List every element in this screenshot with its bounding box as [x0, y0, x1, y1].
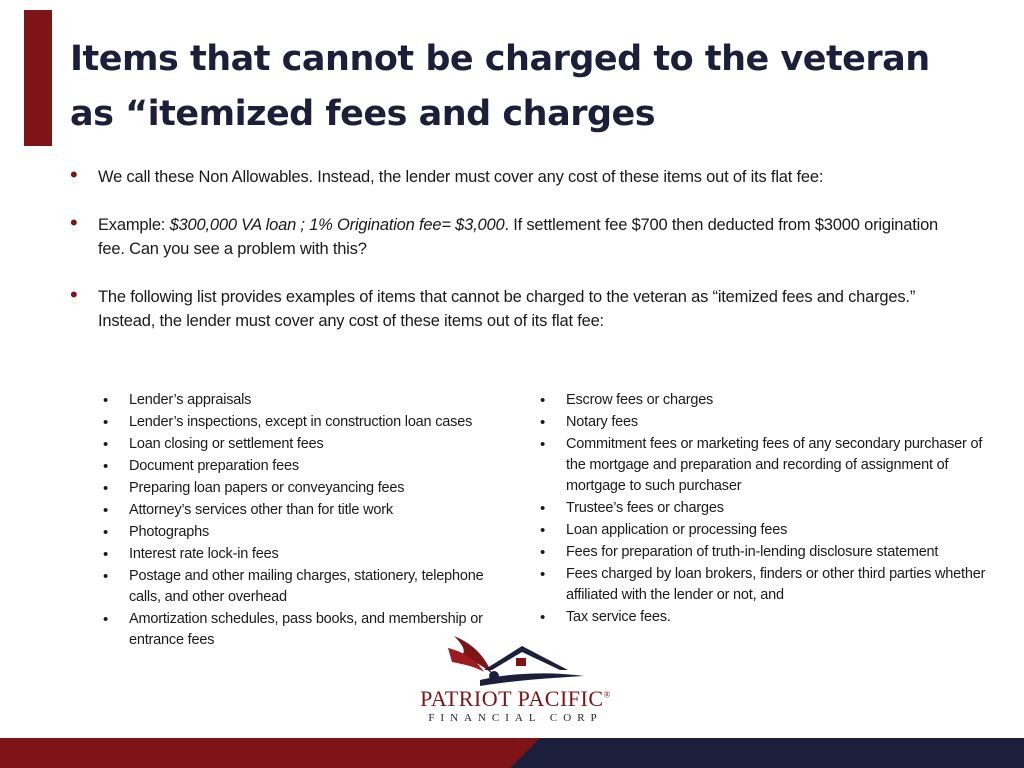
list-item: • Preparing loan papers or conveyancing fees	[101, 478, 491, 499]
bullet-non-allowables	[70, 162, 950, 189]
list-item: • Escrow fees or charges	[538, 390, 998, 411]
company-logo	[418, 630, 613, 730]
list-item: • Notary fees	[538, 412, 998, 433]
list-item: • Fees charged by loan brokers, finders or other third parties whether affiliated with the lender or not, and	[538, 564, 998, 606]
title-line-2: as “itemized fees and charges	[70, 94, 656, 134]
list-item: • Loan application or processing fees	[538, 520, 998, 541]
list-item: • Attorney’s services other than for title work	[101, 500, 491, 521]
bullet-dot: •	[70, 282, 78, 307]
main-bullet-list	[70, 162, 950, 333]
bullet-text: The following list provides examples of items that cannot be charged to the veteran as “itemized fees and charges.” Instead, the lender must cover any cost of these items out of its flat fee:	[98, 288, 916, 330]
bullet-dot: •	[70, 210, 78, 235]
list-item: • Amortization schedules, pass books, and membership or entrance fees	[101, 609, 491, 651]
right-item-list	[538, 390, 998, 629]
list-item: • Interest rate lock-in fees	[101, 544, 491, 565]
list-item: • Photographs	[101, 522, 491, 543]
list-item: • Tax service fees.	[538, 607, 998, 628]
bullet-example	[70, 210, 950, 261]
bullet-following-list	[70, 282, 950, 333]
title-accent-bar	[24, 10, 52, 146]
list-item: • Loan closing or settlement fees	[101, 434, 491, 455]
logo-subtitle: FINANCIAL CORP	[428, 712, 603, 724]
logo-wordmark	[418, 686, 613, 712]
example-italic: $300,000 VA loan ; 1% Origination fee= $3,000	[169, 216, 505, 234]
example-suffix: . If settlement fee $700 then deducted from $3000 origination fee. Can you see a problem with this?	[98, 216, 939, 258]
logo-name: PATRIOT PACIFIC	[420, 686, 604, 711]
slide-title	[70, 32, 1000, 142]
list-item: • Document preparation fees	[101, 456, 491, 477]
footer-red-band	[0, 738, 540, 768]
registered-mark: ®	[603, 689, 611, 700]
list-item: • Commitment fees or marketing fees of any secondary purchaser of the mortgage and preparation and recording of assignment of mortgage to such purchaser	[538, 434, 998, 497]
list-item: • Lender’s inspections, except in construction loan cases	[101, 412, 491, 433]
list-item: • Postage and other mailing charges, stationery, telephone calls, and other overhead	[101, 566, 491, 608]
example-prefix: Example:	[98, 216, 170, 234]
left-item-list	[101, 390, 491, 652]
title-line-1: Items that cannot be charged to the veteran	[70, 39, 930, 79]
list-item: • Lender’s appraisals	[101, 390, 491, 411]
bullet-dot: •	[70, 162, 78, 187]
bullet-text: We call these Non Allowables. Instead, the lender must cover any cost of these items out of its flat fee:	[98, 168, 824, 186]
list-item: • Trustee’s fees or charges	[538, 498, 998, 519]
list-item: • Fees for preparation of truth-in-lending disclosure statement	[538, 542, 998, 563]
eagle-house-icon	[444, 630, 589, 688]
footer-band	[0, 738, 1024, 768]
